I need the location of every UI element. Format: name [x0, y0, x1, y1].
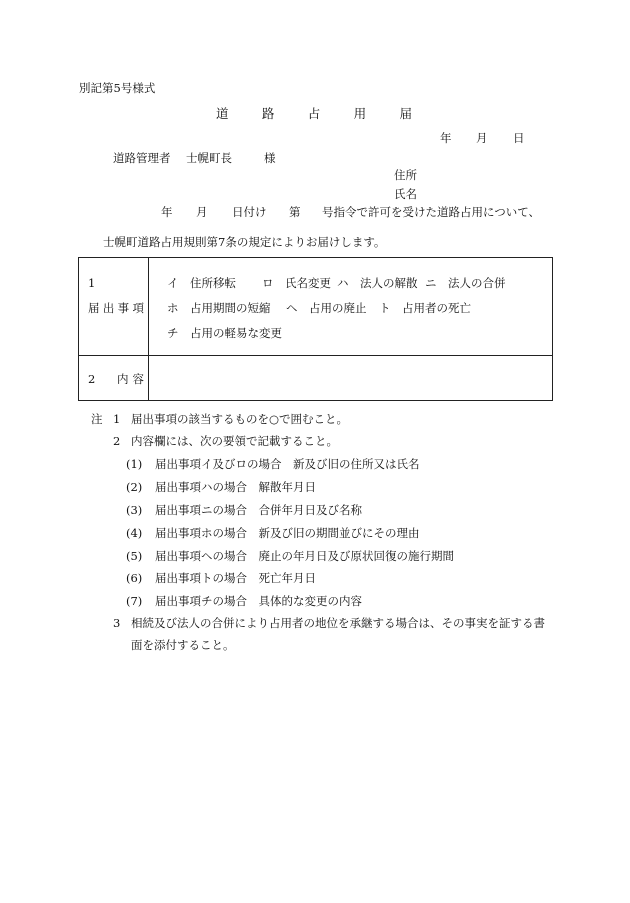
- sub-note-text: 届出事項イ及びロの場合 新及び旧の住所又は氏名: [155, 457, 420, 471]
- row2-label: 内容: [117, 372, 148, 386]
- intro-dated: 日付け: [232, 205, 267, 219]
- note-1-number: 1: [113, 412, 121, 426]
- sub-note-number: (5): [126, 549, 143, 563]
- option-item: ハ 法人の解散: [337, 276, 418, 290]
- intro-year: 年: [161, 205, 173, 219]
- sub-note-number: (7): [126, 594, 143, 608]
- note-2-text: 内容欄には、次の要領で記載すること。: [131, 434, 338, 448]
- option-item: ト 占用者の死亡: [379, 301, 471, 315]
- document-title: [216, 108, 412, 121]
- note-3-continuation: 面を添付すること。: [131, 638, 235, 652]
- option-item: ヘ 占用の廃止: [286, 301, 367, 315]
- date-day-label: 日: [513, 131, 525, 145]
- title-char: 道: [216, 106, 229, 121]
- form-number: 別記第5号様式: [79, 81, 156, 95]
- note-1-text: 届出事項の該当するものを○で囲むこと。: [131, 412, 349, 426]
- sub-note-text: 届出事項トの場合 死亡年月日: [155, 571, 316, 585]
- label-char: 届: [88, 301, 100, 315]
- sub-note-text: 届出事項ヘの場合 廃止の年月日及び原状回復の施行期間: [155, 549, 454, 563]
- notes-prefix: 注: [91, 412, 103, 426]
- intro-rest: 号指令で許可を受けた道路占用について、: [322, 205, 541, 219]
- sub-note-number: (2): [126, 480, 143, 494]
- option-item: ホ 占用期間の短縮: [167, 301, 271, 315]
- label-char: 出: [102, 301, 115, 315]
- sub-note-text: 届出事項チの場合 具体的な変更の内容: [155, 594, 362, 608]
- addressee-honorific: 様: [264, 151, 276, 165]
- content-field[interactable]: [157, 374, 542, 390]
- date-month-label: 月: [476, 131, 488, 145]
- intro-line-2: 士幌町道路占用規則第7条の規定によりお届けします。: [103, 235, 386, 249]
- intro-month: 月: [196, 205, 208, 219]
- note-2-number: 2: [113, 434, 121, 448]
- sub-note-text: 届出事項ニの場合 合併年月日及び名称: [155, 503, 362, 517]
- intro-dai: 第: [289, 205, 301, 219]
- label-char: 項: [132, 301, 144, 315]
- option-item: イ 住所移転: [167, 276, 236, 290]
- sub-note-text: 届出事項ホの場合 新及び旧の期間並びにその理由: [155, 526, 420, 540]
- note-3-number: 3: [113, 616, 121, 630]
- address-label: 住所: [394, 168, 417, 182]
- addressee-name: 士幌町長: [186, 151, 232, 165]
- label-char: 事: [117, 301, 130, 315]
- sub-note-number: (1): [126, 457, 143, 471]
- title-char: 路: [261, 106, 275, 121]
- sub-note-number: (6): [126, 571, 143, 585]
- sub-note-number: (4): [126, 526, 143, 540]
- notice-table: [78, 257, 553, 401]
- sub-note-number: (3): [126, 503, 143, 517]
- addressee-label: 道路管理者: [113, 151, 171, 165]
- title-char: 用: [353, 106, 367, 121]
- row1-label: [88, 303, 144, 315]
- date-year-label: 年: [440, 131, 452, 145]
- title-char: 届: [399, 106, 412, 121]
- row2-number: 2: [88, 372, 96, 386]
- note-3-text: 相続及び法人の合併により占用者の地位を承継する場合は、その事実を証する書: [131, 616, 545, 630]
- option-item: ニ 法人の合併: [425, 276, 506, 290]
- option-item: チ 占用の軽易な変更: [167, 326, 282, 340]
- row1-number: 1: [88, 276, 96, 290]
- option-item: ロ 氏名変更: [262, 276, 331, 290]
- name-label: 氏名: [394, 187, 417, 201]
- title-char: 占: [307, 106, 321, 121]
- sub-note-text: 届出事項ハの場合 解散年月日: [155, 480, 316, 494]
- table-column-divider: [148, 258, 149, 400]
- table-row-divider: [79, 355, 552, 356]
